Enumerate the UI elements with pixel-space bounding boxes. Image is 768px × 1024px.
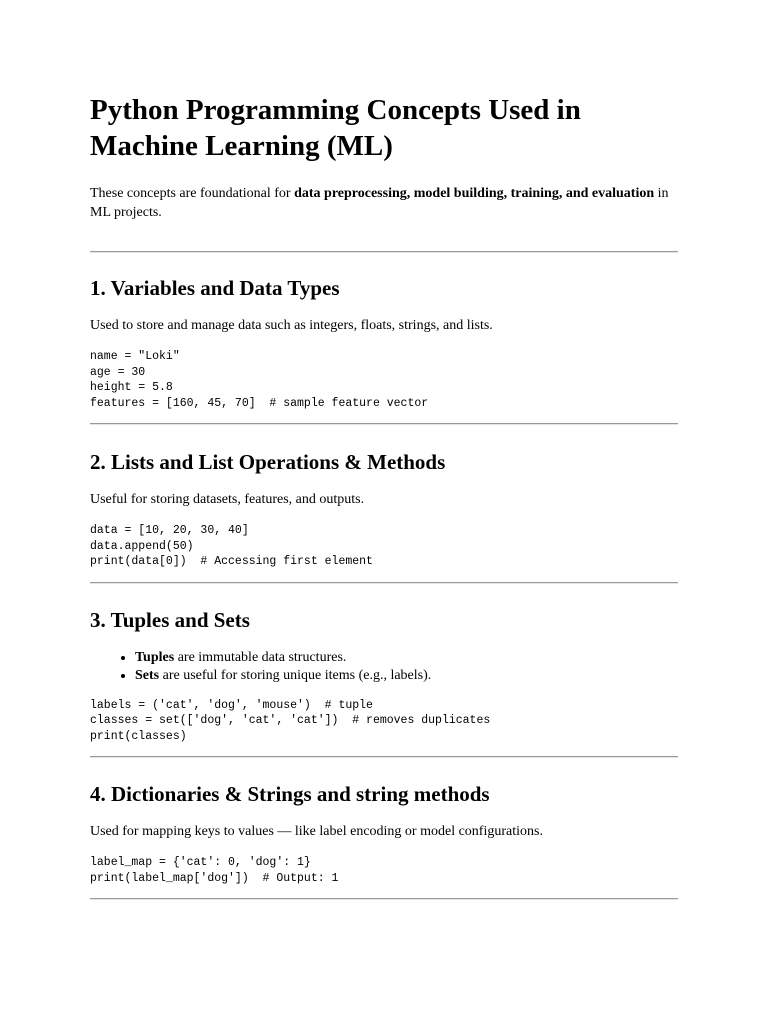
bullet-list <box>90 649 678 685</box>
list-item-bold: Sets <box>135 667 160 683</box>
section-variables <box>90 275 678 423</box>
document-page <box>90 92 678 900</box>
section-dictionaries <box>90 781 678 898</box>
divider <box>90 251 678 253</box>
code-block: labels = ('cat', 'dog', 'mouse') # tuple classes = set(['dog', 'cat', 'cat']) # removes duplicates print(classes) <box>90 698 491 743</box>
divider <box>90 756 678 758</box>
list-item-text: are immutable data structures. <box>174 649 347 665</box>
section-heading: 3. Tuples and Sets <box>90 607 250 632</box>
section-lists <box>90 449 678 582</box>
section-tuples-sets <box>90 607 678 757</box>
code-block: label_map = {'cat': 0, 'dog': 1} print(label_map['dog']) # Output: 1 <box>90 856 339 885</box>
section-description: Used to store and manage data such as integers, floats, strings, and lists. <box>90 318 493 333</box>
intro-bold: data preprocessing, model building, training, and evaluation <box>294 186 655 201</box>
list-item-text: are useful for storing unique items (e.g., labels). <box>159 667 432 683</box>
divider <box>90 582 678 584</box>
divider <box>90 423 678 425</box>
section-description: Used for mapping keys to values — like label encoding or model configurations. <box>90 824 543 839</box>
list-item-bold: Tuples <box>135 649 175 665</box>
intro-suffix: in ML projects. <box>90 186 669 220</box>
list-item <box>135 667 678 685</box>
page-title: Python Programming Concepts Used in Machine Learning (ML) <box>90 94 581 162</box>
intro-prefix: These concepts are foundational for <box>90 186 295 201</box>
section-heading: 4. Dictionaries & Strings and string methods <box>90 782 490 806</box>
section-description: Useful for storing datasets, features, and outputs. <box>90 492 365 507</box>
code-block: name = "Loki" age = 30 height = 5.8 features = [160, 45, 70] # sample feature vector <box>90 350 429 410</box>
section-heading: 2. Lists and List Operations & Methods <box>90 450 446 474</box>
list-item <box>135 649 678 667</box>
intro-paragraph <box>90 184 678 222</box>
code-block: data = [10, 20, 30, 40] data.append(50) print(data[0]) # Accessing first element <box>90 524 373 568</box>
section-heading: 1. Variables and Data Types <box>90 276 340 300</box>
divider <box>90 898 678 900</box>
